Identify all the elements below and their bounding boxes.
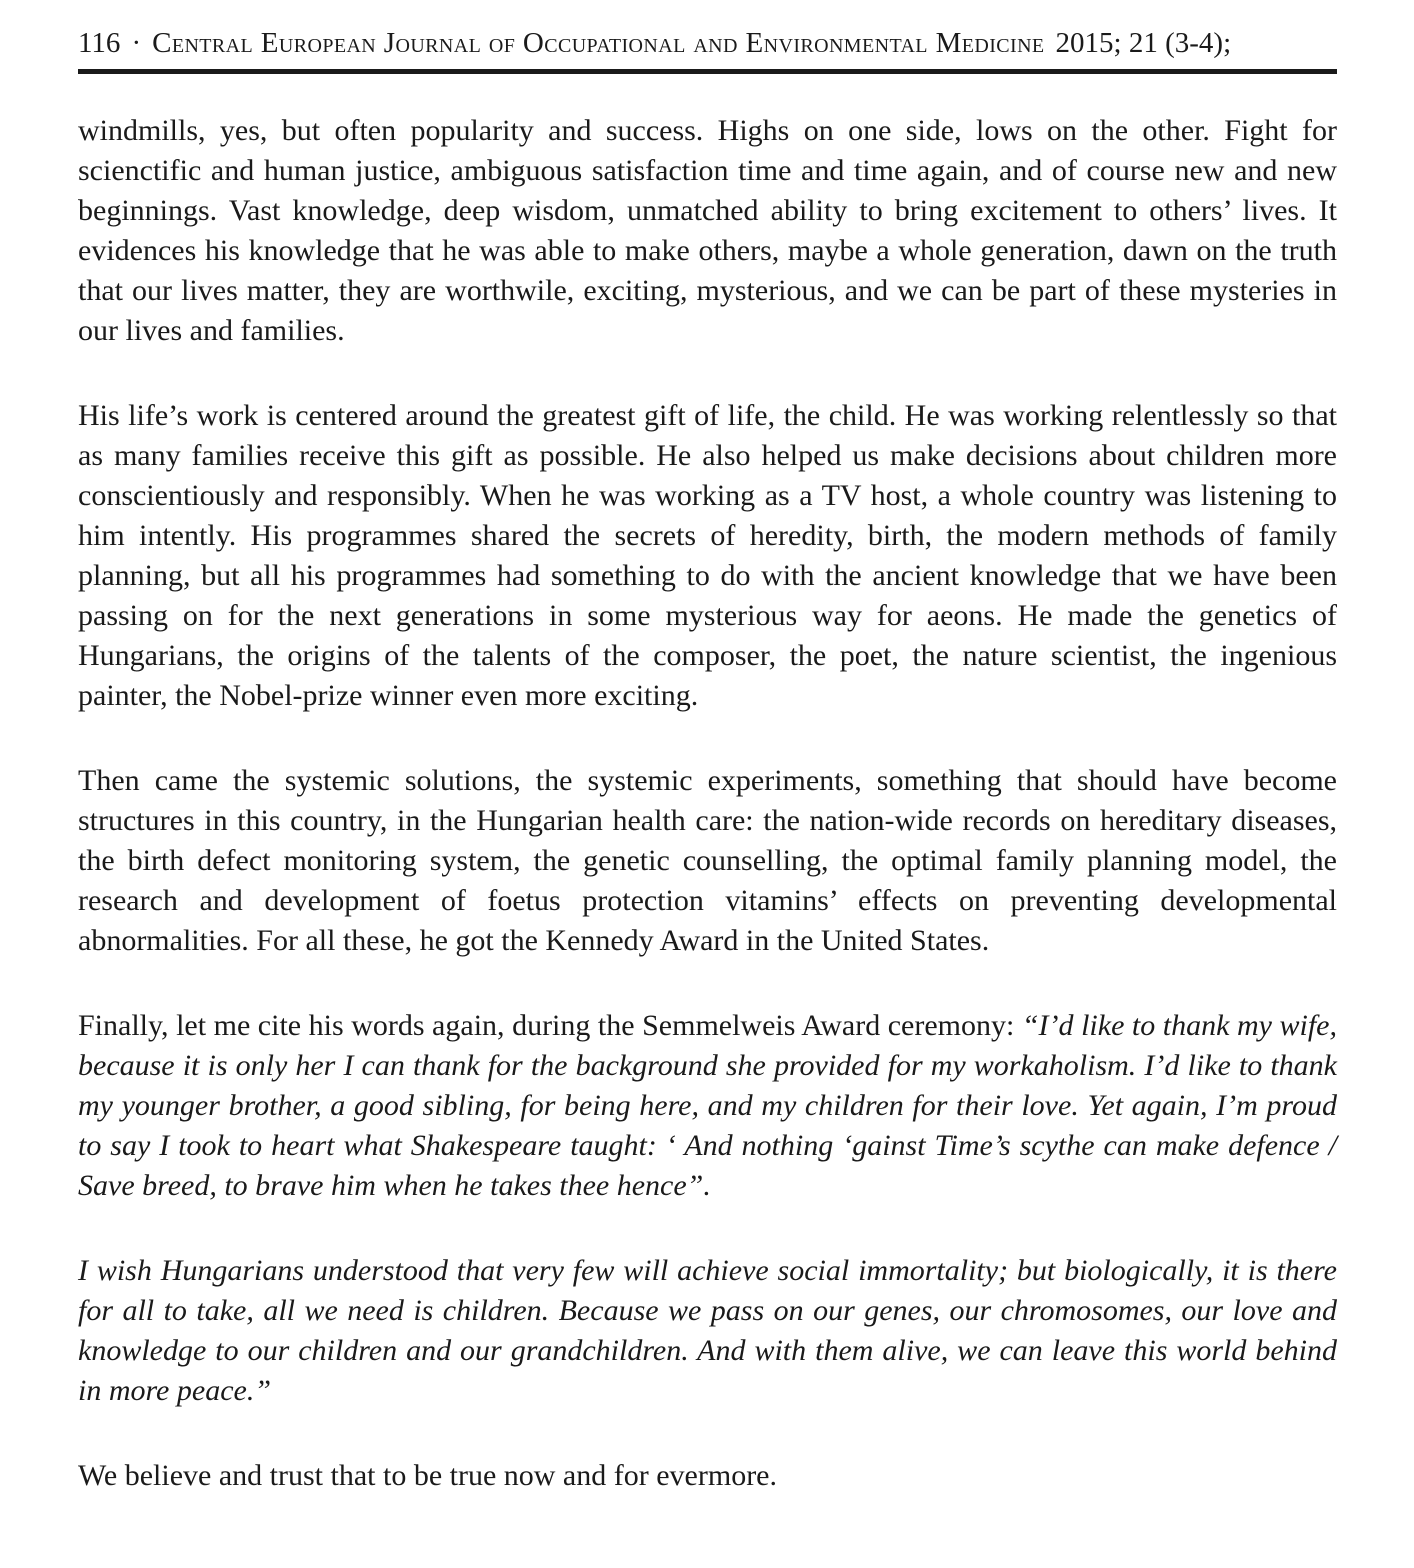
page-header [78,26,1337,74]
issue-info: 2015; 21 (3-4); [1055,27,1232,59]
paragraph [78,1456,1337,1496]
paragraph [78,761,1337,961]
paragraph [78,396,1337,716]
journal-title: Central European Journal of Occupational and Environmental Medicine [152,27,1045,59]
body-text: Finally, let me cite his words again, during the Semmelweis Award ceremony: [78,1009,1022,1042]
running-head [78,26,1337,60]
page-number: 116 [78,27,121,59]
paragraph [78,1251,1337,1411]
paragraph [78,111,1337,351]
quote-text: “I’d like to thank my wife, because it is only her I can thank for the background she provided for my workaholism. I’d like to thank my younger brother, a good sibling, for being here, and my children for their love. Yet again, I’m proud to say I took to heart what Shakespeare taught: ‘ And nothing ‘gainst Time’s scythe can make defence / Save breed, to brave him when he takes thee hence”. [78,1009,1337,1202]
body-text: Then came the systemic solutions, the systemic experiments, something that should have become structures in this country, in the Hungarian health care: the nation-wide records on hereditary diseases, the birth defect monitoring system, the genetic counselling, the optimal family planning model, the research and development of foetus protection vitamins’ effects on preventing developmental abnormalities. For all these, he got the Kennedy Award in the United States. [78,764,1337,957]
body-text: We believe and trust that to be true now and for evermore. [78,1459,777,1492]
body-text: His life’s work is centered around the greatest gift of life, the child. He was working relentlessly so that as many families receive this gift as possible. He also helped us make decisions about children more conscientiously and responsibly. When he was working as a TV host, a whole country was listening to him intently. His programmes shared the secrets of heredity, birth, the modern methods of family planning, but all his programmes had something to do with the ancient knowledge that we have been passing on for the next generations in some mysterious way for aeons. He made the genetics of Hungarians, the origins of the talents of the composer, the poet, the nature scientist, the ingenious painter, the Nobel-prize winner even more exciting. [78,399,1337,712]
body-text: windmills, yes, but often popularity and success. Highs on one side, lows on the other. Fight for scienctific and human justice, ambiguous satisfaction time and time again, and of course new and new beginnings. Vast knowledge, deep wisdom, unmatched ability to bring excitement to others’ lives. It evidences his knowledge that he was able to make others, maybe a whole generation, dawn on the truth that our lives matter, they are worthwile, exciting, mysterious, and we can be part of these mysteries in our lives and families. [78,114,1337,347]
quote-text: I wish Hungarians understood that very few will achieve social immortality; but biologically, it is there for all to take, all we need is children. Because we pass on our genes, our chromosomes, our love and knowledge to our children and our grandchildren. And with them alive, we can leave this world behind in more peace.” [78,1254,1337,1407]
document-body [78,111,1337,1496]
header-rule [78,69,1337,74]
paragraph [78,1006,1337,1206]
header-separator: · [131,27,142,59]
